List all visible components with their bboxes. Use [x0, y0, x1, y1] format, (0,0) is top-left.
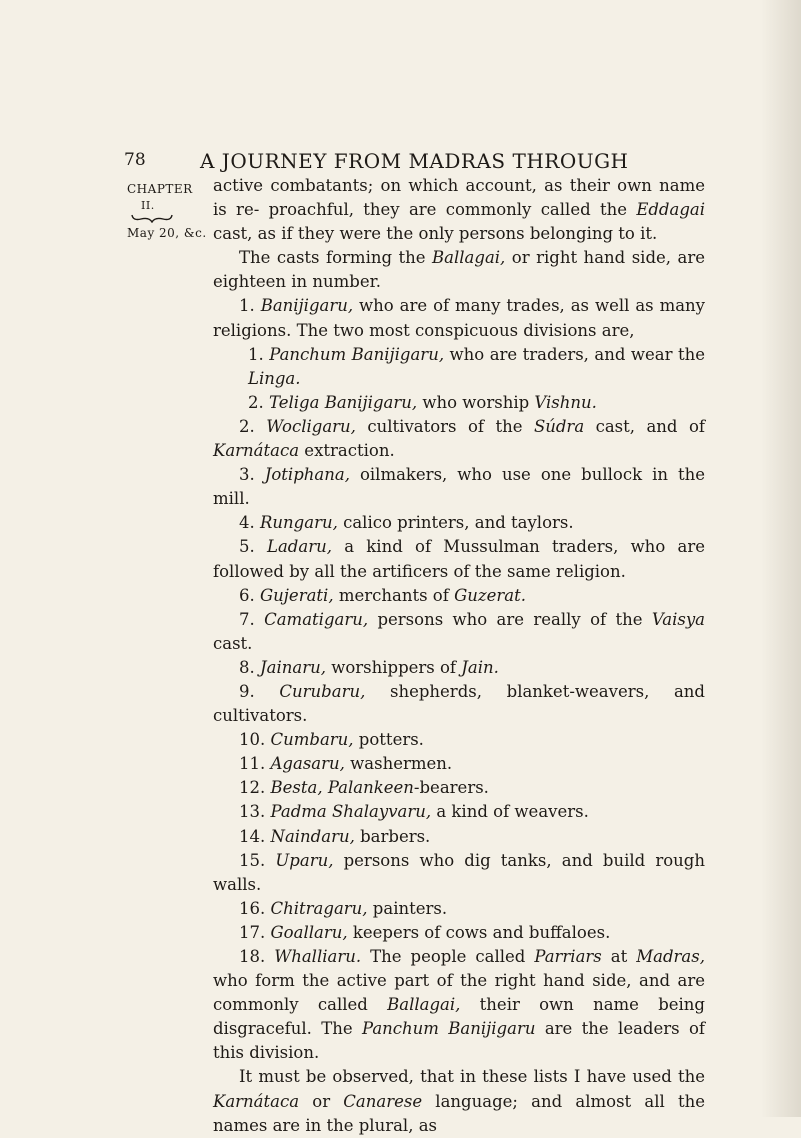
text-run: shepherds, blanket-weavers, and cultivators.: [213, 681, 705, 726]
item-number: 10.: [239, 730, 271, 750]
list-item: [213, 608, 705, 656]
italic-term: Curubaru,: [279, 681, 366, 701]
italic-term: Agasaru,: [270, 754, 345, 774]
italic-term: Parriars: [534, 947, 602, 966]
italic-term: Linga.: [248, 368, 301, 388]
italic-term: Palankeen: [322, 778, 414, 798]
italic-term: Teliga Banijigaru,: [269, 392, 418, 412]
text-run: or: [299, 1091, 344, 1111]
paragraph: [213, 246, 705, 294]
italic-term: Ladaru,: [267, 537, 332, 557]
list-item: [213, 535, 705, 583]
text-run: a kind of weavers.: [431, 802, 589, 822]
italic-term: Gujerati,: [260, 585, 334, 605]
italic-term: Uparu,: [275, 850, 334, 870]
paragraph: [213, 1065, 705, 1137]
item-number: 16.: [239, 898, 271, 918]
text-run: oilmakers, who use one bullock in the mill.: [213, 465, 705, 509]
italic-term: Banijigaru,: [260, 296, 354, 316]
text-run: who worship: [417, 392, 535, 412]
italic-term: Whalliaru.: [274, 947, 362, 966]
italic-term: Madras,: [636, 947, 705, 966]
list-item: [213, 752, 705, 776]
italic-term: Goallaru,: [270, 922, 348, 942]
text-run: worshippers of: [325, 657, 462, 677]
italic-term: Vishnu.: [534, 392, 597, 412]
list-item: [213, 945, 705, 1065]
item-number: 18.: [239, 947, 275, 966]
item-number: 13.: [239, 802, 271, 822]
item-number: 12.: [239, 778, 271, 798]
item-number: 14.: [239, 826, 271, 846]
list-item: [213, 415, 705, 463]
brace-ornament: [131, 213, 173, 223]
chapter-label: CHAPTER: [127, 182, 193, 196]
item-number: 5.: [239, 537, 267, 557]
text-run: cast.: [213, 633, 253, 653]
item-number: 4.: [239, 513, 260, 533]
text-run: who are of many trades, as well as many religions. The two most conspicuous divisions are,: [213, 296, 705, 340]
italic-term: Karnátaca: [213, 1091, 300, 1111]
italic-term: Panchum Banijigaru,: [269, 344, 445, 364]
list-item: [213, 800, 705, 824]
italic-term: Jotiphana,: [264, 465, 350, 485]
list-item: [213, 511, 705, 535]
text-line: cast, as if they: [213, 224, 335, 244]
italic-term: Padma Shalayvaru,: [270, 802, 432, 822]
text-run: persons who dig tanks, and build rough walls.: [213, 850, 705, 894]
text-run: keepers of cows and buffaloes.: [347, 922, 611, 942]
text-run: The casts forming the: [239, 248, 433, 268]
italic-term: Naindaru,: [270, 826, 355, 846]
list-item: [213, 921, 705, 945]
text-line: were the only persons belonging to it.: [339, 224, 658, 244]
list-item: [213, 776, 705, 800]
text-run: potters.: [353, 730, 424, 750]
item-number: 8.: [239, 657, 260, 677]
italic-term: Karnátaca: [213, 441, 300, 461]
text-run: language; and almost all the names are in the plural, as: [213, 1091, 706, 1135]
text-run: It must be observed, that in these lists I have used the: [239, 1067, 705, 1087]
italic-term: Guzerat.: [454, 585, 526, 605]
text-run: cast, and of: [584, 416, 705, 436]
text-run: cultivators of the: [355, 416, 534, 436]
text-run: merchants of: [333, 585, 455, 605]
item-number: 2.: [248, 392, 269, 412]
text-run: -bearers.: [413, 778, 489, 798]
italic-term: Camatigaru,: [264, 609, 369, 629]
italic-term: Canarese: [343, 1091, 423, 1111]
list-item: [213, 294, 705, 342]
margin-note: [127, 179, 207, 243]
italic-term: Rungaru,: [260, 513, 338, 533]
chapter-number: II.: [141, 199, 155, 212]
text-run: or right hand side, are eighteen in number.: [213, 248, 705, 292]
italic-term: Panchum Banijigaru: [361, 1019, 536, 1039]
list-subitem: [213, 391, 705, 415]
text-run: are the leaders of this division.: [213, 1019, 705, 1063]
text-line: active combatants; on which account, as their own name is re-: [213, 176, 705, 220]
italic-term: Ballagai,: [432, 248, 506, 268]
list-item: [213, 584, 705, 608]
italic-term: Súdra: [533, 416, 585, 436]
list-subitem: [213, 343, 705, 391]
italic-term: Jain.: [461, 657, 499, 677]
body-text: [213, 174, 705, 1138]
page-number: 78: [124, 150, 146, 170]
text-run: a kind of Mussulman traders, who are followed by all the artificers of the same religion.: [213, 537, 705, 581]
paragraph: [213, 174, 705, 246]
text-run: persons who are really of the: [368, 609, 652, 629]
list-item: [213, 728, 705, 752]
italic-term: Chitragaru,: [270, 898, 368, 918]
text-run: painters.: [367, 898, 448, 918]
item-number: 7.: [239, 609, 265, 629]
italic-term: Besta,: [270, 778, 323, 798]
text-run: who are traders, and wear the: [444, 344, 705, 364]
list-item: [213, 897, 705, 921]
item-number: 1.: [239, 296, 261, 316]
italic-term: Eddagai: [636, 200, 705, 220]
text-run: at: [601, 947, 637, 966]
text-run: extraction.: [299, 441, 395, 461]
item-number: 1.: [248, 344, 270, 364]
italic-term: Vaisya: [651, 609, 705, 629]
list-item: [213, 656, 705, 680]
list-item: [213, 825, 705, 849]
text-run: their own name being disgraceful. The: [213, 995, 705, 1039]
italic-term: Cumbaru,: [270, 730, 354, 750]
item-number: 2.: [239, 416, 267, 436]
item-number: 15.: [239, 850, 276, 870]
italic-term: Jainaru,: [260, 657, 326, 677]
date-note: May 20, &c.: [127, 226, 207, 240]
list-item: [213, 463, 705, 511]
item-number: 9.: [239, 681, 280, 701]
list-item: [213, 680, 705, 728]
item-number: 11.: [239, 754, 271, 774]
text-run: who form the active part of the right hand side, and are commonly called: [213, 971, 705, 1015]
running-head: A JOURNEY FROM MADRAS THROUGH: [200, 149, 629, 173]
italic-term: Ballagai,: [387, 995, 461, 1015]
item-number: 3.: [239, 465, 265, 485]
text-line: proachful, they are commonly called the: [268, 200, 637, 220]
text-run: The people called: [361, 947, 535, 966]
text-run: washermen.: [344, 754, 453, 774]
item-number: 17.: [239, 922, 271, 942]
text-run: barbers.: [354, 826, 431, 846]
list-item: [213, 849, 705, 897]
text-run: calico printers, and taylors.: [337, 513, 574, 533]
item-number: 6.: [239, 585, 260, 605]
italic-term: Wocligaru,: [266, 416, 356, 436]
